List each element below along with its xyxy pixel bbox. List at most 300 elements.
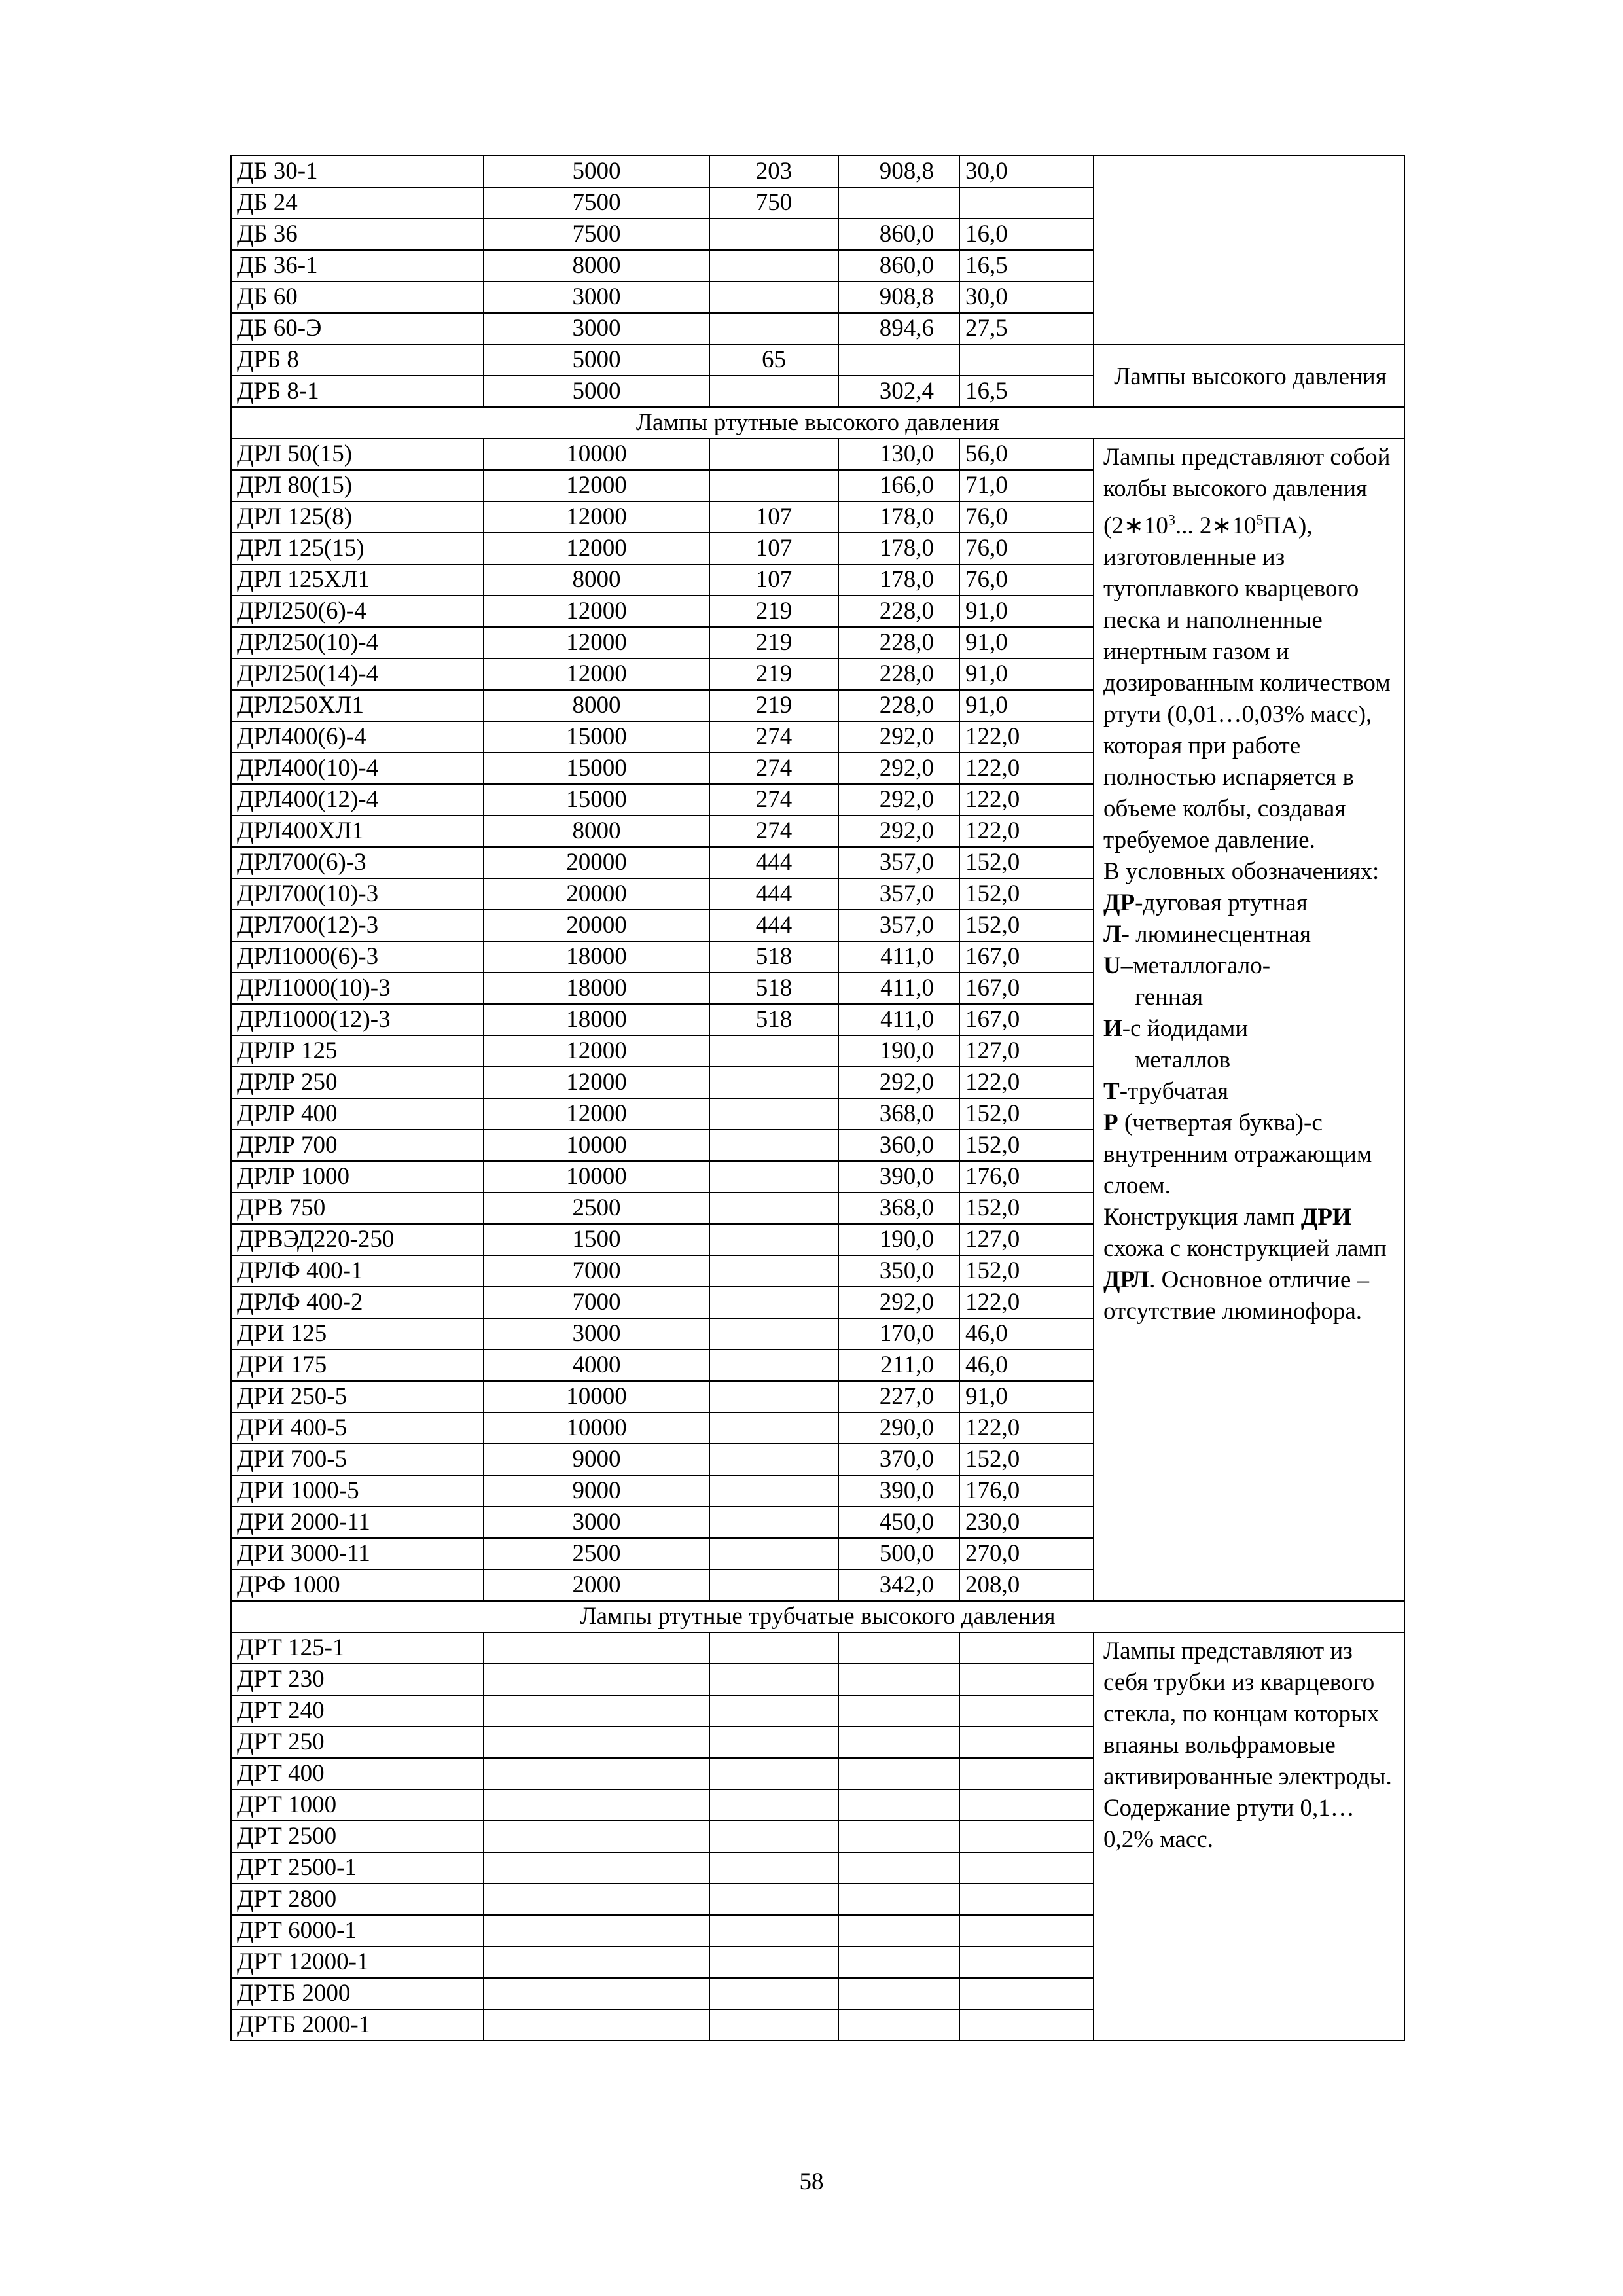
lamp-type-cell: ДРТ 250 (231, 1727, 484, 1758)
lifetime-cell: 10000 (484, 1130, 709, 1161)
length-cell (838, 1727, 959, 1758)
value-cell: 219 (709, 627, 838, 658)
lifetime-cell (484, 1915, 709, 1946)
lamp-type-cell: ДРЛ1000(6)-3 (231, 941, 484, 973)
lamp-type-cell: ДРТБ 2000 (231, 1978, 484, 2009)
length-cell: 292,0 (838, 816, 959, 847)
lifetime-cell: 8000 (484, 690, 709, 721)
length-cell: 302,4 (838, 376, 959, 407)
page-number: 58 (799, 2168, 824, 2195)
length-cell: 228,0 (838, 658, 959, 690)
value-cell (709, 1946, 838, 1978)
document-page (230, 155, 1404, 2041)
length-cell: 292,0 (838, 784, 959, 816)
value-cell (709, 1381, 838, 1412)
lamp-type-cell: ДБ 60-Э (231, 313, 484, 344)
lamp-type-cell: ДРТ 12000-1 (231, 1946, 484, 1978)
value-cell: 750 (709, 187, 838, 219)
value-cell: 518 (709, 941, 838, 973)
lifetime-cell (484, 1632, 709, 1664)
lamp-type-cell: ДРЛР 125 (231, 1035, 484, 1067)
diameter-cell: 16,0 (959, 219, 1094, 250)
lamp-type-cell: ДРЛ400(10)-4 (231, 753, 484, 784)
length-cell: 292,0 (838, 1067, 959, 1098)
lamp-type-cell: ДРИ 700-5 (231, 1444, 484, 1475)
diameter-cell: 270,0 (959, 1538, 1094, 1570)
lifetime-cell (484, 1664, 709, 1695)
value-cell (709, 1444, 838, 1475)
value-cell (709, 470, 838, 501)
length-cell: 390,0 (838, 1475, 959, 1507)
length-cell: 170,0 (838, 1318, 959, 1350)
lifetime-cell: 9000 (484, 1444, 709, 1475)
value-cell (709, 1412, 838, 1444)
length-cell: 178,0 (838, 564, 959, 596)
length-cell (838, 1632, 959, 1664)
diameter-cell: 152,0 (959, 847, 1094, 878)
legend-item: U–металлогало- (1103, 952, 1271, 980)
lifetime-cell: 12000 (484, 627, 709, 658)
lifetime-cell: 10000 (484, 1381, 709, 1412)
length-cell (838, 1915, 959, 1946)
lamp-type-cell: ДРИ 1000-5 (231, 1475, 484, 1507)
lamp-type-cell: ДРЛФ 400-2 (231, 1287, 484, 1318)
lamp-type-cell: ДРТ 2800 (231, 1884, 484, 1915)
diameter-cell: 122,0 (959, 1412, 1094, 1444)
value-cell (709, 1475, 838, 1507)
value-cell (709, 1664, 838, 1695)
lifetime-cell (484, 1789, 709, 1821)
value-cell: 518 (709, 1004, 838, 1035)
lamp-type-cell: ДРИ 2000-11 (231, 1507, 484, 1538)
length-cell (838, 1789, 959, 1821)
length-cell: 190,0 (838, 1035, 959, 1067)
diameter-cell: 230,0 (959, 1507, 1094, 1538)
length-cell (838, 1884, 959, 1915)
value-cell (709, 1758, 838, 1789)
length-cell: 894,6 (838, 313, 959, 344)
diameter-cell: 152,0 (959, 1255, 1094, 1287)
lifetime-cell: 15000 (484, 753, 709, 784)
value-cell (709, 250, 838, 281)
diameter-cell: 167,0 (959, 941, 1094, 973)
lifetime-cell: 8000 (484, 564, 709, 596)
lifetime-cell: 7000 (484, 1287, 709, 1318)
lamp-type-cell: ДРЛ700(10)-3 (231, 878, 484, 910)
lamp-type-cell: ДБ 36-1 (231, 250, 484, 281)
value-cell: 219 (709, 658, 838, 690)
diameter-cell: 152,0 (959, 1193, 1094, 1224)
lifetime-cell: 8000 (484, 250, 709, 281)
length-cell: 130,0 (838, 439, 959, 470)
length-cell: 411,0 (838, 973, 959, 1004)
lamp-type-cell: ДРТ 240 (231, 1695, 484, 1727)
lifetime-cell: 15000 (484, 721, 709, 753)
length-cell: 357,0 (838, 910, 959, 941)
lifetime-cell: 12000 (484, 533, 709, 564)
lamp-type-cell: ДРЛ1000(10)-3 (231, 973, 484, 1004)
diameter-cell (959, 1664, 1094, 1695)
lamp-type-cell: ДРЛР 700 (231, 1130, 484, 1161)
lamp-type-cell: ДРТ 2500 (231, 1821, 484, 1852)
lamp-type-cell: ДРЛ250(14)-4 (231, 658, 484, 690)
length-cell: 908,8 (838, 281, 959, 313)
diameter-cell: 76,0 (959, 501, 1094, 533)
legend-item-cont: металлов (1135, 1047, 1231, 1074)
lamp-type-cell: ДРИ 3000-11 (231, 1538, 484, 1570)
table-row (231, 439, 1404, 470)
length-cell: 500,0 (838, 1538, 959, 1570)
legend-item: Т-трубчатая (1103, 1078, 1229, 1105)
length-cell: 450,0 (838, 1507, 959, 1538)
lifetime-cell: 5000 (484, 344, 709, 376)
value-cell (709, 1287, 838, 1318)
length-cell: 166,0 (838, 470, 959, 501)
diameter-cell (959, 344, 1094, 376)
lifetime-cell: 15000 (484, 784, 709, 816)
length-cell: 360,0 (838, 1130, 959, 1161)
lifetime-cell: 5000 (484, 156, 709, 187)
lifetime-cell: 12000 (484, 658, 709, 690)
table-body (231, 156, 1404, 2041)
length-cell: 357,0 (838, 847, 959, 878)
lamp-type-cell: ДРЛ 125ХЛ1 (231, 564, 484, 596)
lifetime-cell: 18000 (484, 973, 709, 1004)
lifetime-cell: 3000 (484, 313, 709, 344)
lifetime-cell: 10000 (484, 1161, 709, 1193)
value-cell (709, 1350, 838, 1381)
value-cell: 444 (709, 847, 838, 878)
lamp-type-cell: ДРТ 1000 (231, 1789, 484, 1821)
length-cell: 368,0 (838, 1098, 959, 1130)
diameter-cell (959, 1727, 1094, 1758)
lamp-type-cell: ДРТБ 2000-1 (231, 2009, 484, 2041)
length-cell (838, 1695, 959, 1727)
value-cell (709, 1035, 838, 1067)
lamp-type-cell: ДРЛ 125(8) (231, 501, 484, 533)
diameter-cell (959, 1946, 1094, 1978)
value-cell (709, 1193, 838, 1224)
lamp-type-cell: ДБ 60 (231, 281, 484, 313)
lamp-type-cell: ДРЛ250(10)-4 (231, 627, 484, 658)
lamp-type-cell: ДБ 30-1 (231, 156, 484, 187)
length-cell: 292,0 (838, 1287, 959, 1318)
lifetime-cell: 10000 (484, 439, 709, 470)
lifetime-cell: 12000 (484, 596, 709, 627)
lamp-type-cell: ДРЛ250ХЛ1 (231, 690, 484, 721)
lifetime-cell: 8000 (484, 816, 709, 847)
legend-item: Р (четвертая буква)-с внутренним отражающим слоем. (1103, 1109, 1372, 1200)
diameter-cell: 16,5 (959, 250, 1094, 281)
lifetime-cell: 12000 (484, 470, 709, 501)
diameter-cell: 152,0 (959, 878, 1094, 910)
table-row (231, 1632, 1404, 1664)
lamp-type-cell: ДРТ 2500-1 (231, 1852, 484, 1884)
lamp-type-cell: ДРТ 230 (231, 1664, 484, 1695)
length-cell: 227,0 (838, 1381, 959, 1412)
diameter-cell: 76,0 (959, 564, 1094, 596)
length-cell: 228,0 (838, 627, 959, 658)
lifetime-cell (484, 2009, 709, 2041)
value-cell: 107 (709, 501, 838, 533)
lifetime-cell: 18000 (484, 941, 709, 973)
length-cell: 342,0 (838, 1570, 959, 1601)
section-header-drt (231, 1601, 1404, 1632)
diameter-cell: 152,0 (959, 1444, 1094, 1475)
diameter-cell (959, 1884, 1094, 1915)
lamp-type-cell: ДРТ 400 (231, 1758, 484, 1789)
section-title: Лампы ртутные трубчатые высокого давления (231, 1601, 1404, 1632)
diameter-cell: 127,0 (959, 1035, 1094, 1067)
diameter-cell: 30,0 (959, 281, 1094, 313)
lifetime-cell: 2500 (484, 1538, 709, 1570)
diameter-cell: 167,0 (959, 973, 1094, 1004)
length-cell (838, 1821, 959, 1852)
lifetime-cell: 12000 (484, 1098, 709, 1130)
value-cell (709, 439, 838, 470)
lifetime-cell: 2500 (484, 1193, 709, 1224)
lifetime-cell: 12000 (484, 1067, 709, 1098)
diameter-cell: 91,0 (959, 1381, 1094, 1412)
note-drl-description (1094, 439, 1404, 1601)
diameter-cell (959, 1758, 1094, 1789)
value-cell: 107 (709, 564, 838, 596)
lamp-type-cell: ДРЛ 50(15) (231, 439, 484, 470)
diameter-cell (959, 1915, 1094, 1946)
lifetime-cell: 7500 (484, 219, 709, 250)
length-cell: 228,0 (838, 690, 959, 721)
lamp-type-cell: ДРЛ 125(15) (231, 533, 484, 564)
lamp-type-cell: ДРЛ1000(12)-3 (231, 1004, 484, 1035)
length-cell: 228,0 (838, 596, 959, 627)
lifetime-cell (484, 1821, 709, 1852)
value-cell: 219 (709, 596, 838, 627)
length-cell: 357,0 (838, 878, 959, 910)
diameter-cell (959, 1852, 1094, 1884)
lamp-type-cell: ДРЛР 1000 (231, 1161, 484, 1193)
value-cell (709, 1695, 838, 1727)
value-cell: 274 (709, 753, 838, 784)
lifetime-cell (484, 1727, 709, 1758)
value-cell (709, 1632, 838, 1664)
legend-item: Л- люминесцентная (1103, 921, 1311, 948)
diameter-cell: 27,5 (959, 313, 1094, 344)
value-cell: 65 (709, 344, 838, 376)
value-cell (709, 1915, 838, 1946)
value-cell (709, 1067, 838, 1098)
value-cell (709, 1884, 838, 1915)
value-cell (709, 1130, 838, 1161)
note-text: В условных обозначениях: (1103, 858, 1380, 886)
diameter-cell (959, 1695, 1094, 1727)
length-cell: 860,0 (838, 219, 959, 250)
lamp-type-cell: ДРЛ700(6)-3 (231, 847, 484, 878)
diameter-cell: 122,0 (959, 784, 1094, 816)
length-cell: 390,0 (838, 1161, 959, 1193)
lamp-type-cell: ДРЛ700(12)-3 (231, 910, 484, 941)
legend-item: И-с йодидами (1103, 1015, 1249, 1043)
diameter-cell: 56,0 (959, 439, 1094, 470)
lamp-type-cell: ДРИ 175 (231, 1350, 484, 1381)
diameter-cell (959, 1632, 1094, 1664)
lifetime-cell: 7500 (484, 187, 709, 219)
lifetime-cell: 20000 (484, 847, 709, 878)
value-cell (709, 1821, 838, 1852)
value-cell (709, 1507, 838, 1538)
diameter-cell: 91,0 (959, 596, 1094, 627)
lifetime-cell: 2000 (484, 1570, 709, 1601)
lifetime-cell: 9000 (484, 1475, 709, 1507)
note-drt-description: Лампы представляют из себя трубки из кварцевого стекла, по концам которых впаяны вольфрамовые активированные электроды. Содержание ртути 0,1…0,2% масс. (1094, 1632, 1404, 2041)
lifetime-cell (484, 1758, 709, 1789)
lamp-type-cell: ДРИ 250-5 (231, 1381, 484, 1412)
diameter-cell: 122,0 (959, 1287, 1094, 1318)
lifetime-cell: 3000 (484, 1318, 709, 1350)
value-cell (709, 1789, 838, 1821)
length-cell: 860,0 (838, 250, 959, 281)
value-cell: 274 (709, 721, 838, 753)
lamp-type-cell: ДРИ 400-5 (231, 1412, 484, 1444)
lifetime-cell (484, 1978, 709, 2009)
lamp-type-cell: ДРТ 125-1 (231, 1632, 484, 1664)
length-cell: 411,0 (838, 941, 959, 973)
diameter-cell: 122,0 (959, 753, 1094, 784)
length-cell: 350,0 (838, 1255, 959, 1287)
length-cell: 411,0 (838, 1004, 959, 1035)
length-cell (838, 1978, 959, 2009)
diameter-cell: 16,5 (959, 376, 1094, 407)
value-cell (709, 2009, 838, 2041)
value-cell (709, 219, 838, 250)
diameter-cell: 71,0 (959, 470, 1094, 501)
value-cell (709, 1570, 838, 1601)
length-cell: 290,0 (838, 1412, 959, 1444)
diameter-cell (959, 1821, 1094, 1852)
diameter-cell: 152,0 (959, 910, 1094, 941)
length-cell (838, 1852, 959, 1884)
lifetime-cell: 4000 (484, 1350, 709, 1381)
lamp-type-cell: ДРЛР 250 (231, 1067, 484, 1098)
value-cell (709, 1727, 838, 1758)
diameter-cell: 46,0 (959, 1350, 1094, 1381)
lifetime-cell: 7000 (484, 1255, 709, 1287)
lamp-type-cell: ДРБ 8-1 (231, 376, 484, 407)
diameter-cell (959, 1978, 1094, 2009)
lifetime-cell (484, 1852, 709, 1884)
value-cell: 444 (709, 910, 838, 941)
lamp-type-cell: ДРЛР 400 (231, 1098, 484, 1130)
lifetime-cell (484, 1695, 709, 1727)
value-cell (709, 1318, 838, 1350)
diameter-cell: 176,0 (959, 1475, 1094, 1507)
length-cell: 292,0 (838, 753, 959, 784)
value-cell (709, 1978, 838, 2009)
lamp-type-cell: ДРВЭД220-250 (231, 1224, 484, 1255)
diameter-cell: 76,0 (959, 533, 1094, 564)
lamp-type-cell: ДРЛ400ХЛ1 (231, 816, 484, 847)
length-cell (838, 1946, 959, 1978)
note-cell-empty (1094, 156, 1404, 344)
diameter-cell (959, 2009, 1094, 2041)
diameter-cell: 122,0 (959, 721, 1094, 753)
lifetime-cell: 5000 (484, 376, 709, 407)
length-cell (838, 2009, 959, 2041)
value-cell: 274 (709, 816, 838, 847)
legend-item: ДР-дуговая ртутная (1103, 889, 1308, 917)
lifetime-cell: 20000 (484, 878, 709, 910)
lamp-type-cell: ДРБ 8 (231, 344, 484, 376)
length-cell: 190,0 (838, 1224, 959, 1255)
value-cell (709, 1255, 838, 1287)
lamp-type-cell: ДРТ 6000-1 (231, 1915, 484, 1946)
diameter-cell: 91,0 (959, 658, 1094, 690)
note-text: Лампы представляют собой колбы высокого давления ($2∗10^3$... $2∗10^5ПА$), изготовленные из тугоплавкого кварцевого песка и наполненные инертным газом и дозированным количеством ртути (0,01…0,03% масс), которая при работе полностью испаряется в объеме колбы, создавая требуемое давление. (1103, 444, 1391, 854)
diameter-cell: 122,0 (959, 1067, 1094, 1098)
lamp-type-cell: ДРВ 750 (231, 1193, 484, 1224)
value-cell (709, 1161, 838, 1193)
length-cell (838, 187, 959, 219)
note-text: Конструкция ламп ДРИ схожа с конструкцией ламп ДРЛ. Основное отличие – отсутствие люминофора. (1103, 1204, 1387, 1325)
lifetime-cell: 20000 (484, 910, 709, 941)
value-cell (709, 313, 838, 344)
table-row (231, 344, 1404, 376)
length-cell (838, 1758, 959, 1789)
length-cell: 178,0 (838, 533, 959, 564)
lifetime-cell: 10000 (484, 1412, 709, 1444)
value-cell: 219 (709, 690, 838, 721)
diameter-cell: 91,0 (959, 690, 1094, 721)
length-cell (838, 1664, 959, 1695)
diameter-cell: 30,0 (959, 156, 1094, 187)
lifetime-cell (484, 1884, 709, 1915)
lamp-data-table (230, 155, 1405, 2041)
diameter-cell: 167,0 (959, 1004, 1094, 1035)
value-cell (709, 376, 838, 407)
section-header-drl (231, 407, 1404, 439)
value-cell: 203 (709, 156, 838, 187)
lamp-type-cell: ДРЛФ 400-1 (231, 1255, 484, 1287)
value-cell (709, 1224, 838, 1255)
length-cell: 368,0 (838, 1193, 959, 1224)
diameter-cell: 127,0 (959, 1224, 1094, 1255)
lamp-type-cell: ДБ 36 (231, 219, 484, 250)
lamp-type-cell: ДРИ 125 (231, 1318, 484, 1350)
diameter-cell: 208,0 (959, 1570, 1094, 1601)
table-row (231, 156, 1404, 187)
value-cell: 518 (709, 973, 838, 1004)
length-cell: 178,0 (838, 501, 959, 533)
lamp-type-cell: ДРЛ400(6)-4 (231, 721, 484, 753)
legend-item-cont: генная (1135, 984, 1204, 1011)
diameter-cell (959, 187, 1094, 219)
lifetime-cell: 1500 (484, 1224, 709, 1255)
lifetime-cell: 12000 (484, 501, 709, 533)
diameter-cell: 46,0 (959, 1318, 1094, 1350)
length-cell: 211,0 (838, 1350, 959, 1381)
lamp-type-cell: ДБ 24 (231, 187, 484, 219)
length-cell (838, 344, 959, 376)
note-high-pressure: Лампы высокого давления (1094, 344, 1404, 407)
value-cell (709, 1852, 838, 1884)
diameter-cell (959, 1789, 1094, 1821)
length-cell: 292,0 (838, 721, 959, 753)
lamp-type-cell: ДРЛ250(6)-4 (231, 596, 484, 627)
diameter-cell: 91,0 (959, 627, 1094, 658)
lifetime-cell: 18000 (484, 1004, 709, 1035)
value-cell (709, 1538, 838, 1570)
diameter-cell: 152,0 (959, 1098, 1094, 1130)
length-cell: 370,0 (838, 1444, 959, 1475)
